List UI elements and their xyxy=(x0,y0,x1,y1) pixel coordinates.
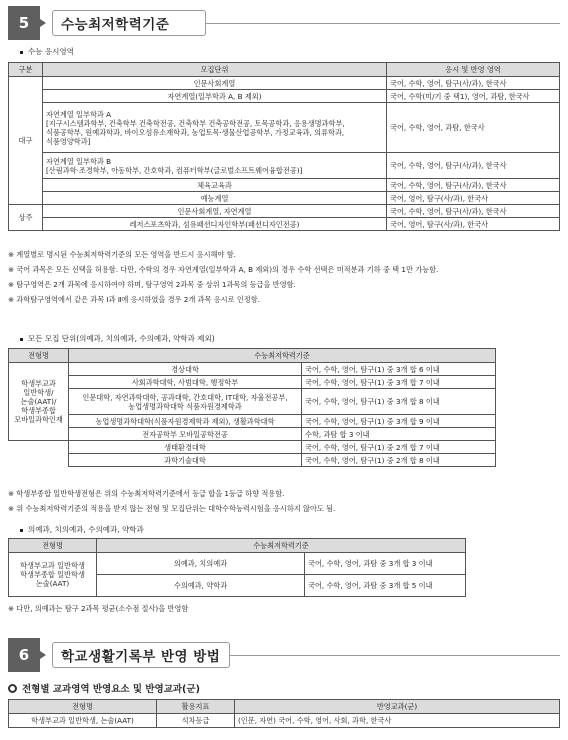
track-cell: 학생부교과 일반학생/ 논술(AAT)/ 학생부종합 모바일과학인재 xyxy=(9,363,69,441)
unit-cell: 자연계열(일부학과 A, B 제외) xyxy=(43,90,387,103)
criteria-cell: 국어, 수학, 영어, 탐구(1) 중 3개 합 6 이내 xyxy=(302,363,496,376)
areas-cell: 국어, 수학, 영어, 탐구(사/과), 한국사 xyxy=(387,153,560,179)
unit-cell: 체육교육과 xyxy=(43,179,387,192)
section-number: 5 xyxy=(8,6,40,40)
unit-cell: 인문사회계열 xyxy=(43,77,387,90)
criteria-cell: 국어, 수학, 영어, 탐구(1) 중 2개 합 8 이내 xyxy=(302,454,496,467)
criteria-cell: 국어, 수학, 영어, 탐구(1) 중 3개 합 8 이내 xyxy=(302,389,496,415)
group-cell: 대구 xyxy=(9,77,43,205)
unit-cell: 전자공학부 모바일공학전공 xyxy=(69,428,302,441)
bullet-icon xyxy=(20,338,23,341)
col-header: 수능최저학력기준 xyxy=(69,349,496,363)
col-header: 응시 및 반영 영역 xyxy=(387,63,560,77)
notes-3 xyxy=(8,601,188,616)
criteria-cell: 수학, 과탐 합 3 이내 xyxy=(302,428,496,441)
bullet-icon xyxy=(20,51,23,54)
col-header: 반영교과(군) xyxy=(235,700,560,714)
areas-cell: 국어, 수학, 영어, 탐구(사/과), 한국사 xyxy=(387,205,560,218)
unit-cell: 농업생명과학대학(식품자원경제학과 제외), 생활과학대학 xyxy=(69,415,302,428)
note: ※ 과학탐구영역에서 같은 과목 Ⅰ과 Ⅱ에 응시하였을 경우 2개 과목 응시로 인정함. xyxy=(8,295,260,304)
unit-cell: 예능계열 xyxy=(43,192,387,205)
note: ※ 탐구영역은 2개 과목에 응시하여야 하며, 탐구영역 2과목 중 상위 1과목의 등급을 반영함. xyxy=(8,280,296,289)
criteria-cell: 국어, 수학, 영어, 과탐 중 3개 합 5 이내 xyxy=(305,575,466,597)
table-medical-criteria xyxy=(8,538,466,597)
section-title: 학교생활기록부 반영 방법 xyxy=(52,642,230,668)
note: ※ 다만, 의예과는 탐구 2과목 평균(소수점 절사)을 반영함 xyxy=(8,604,189,613)
section-number: 6 xyxy=(8,638,40,672)
table-min-criteria xyxy=(8,348,496,467)
divider xyxy=(230,655,560,656)
areas-cell: 국어, 영어, 탐구(사/과), 한국사 xyxy=(387,218,560,231)
circle-bullet-icon xyxy=(8,684,17,693)
unit-cell: 인문대학, 자연과학대학, 공과대학, 간호대학, IT대학, 자율전공부, 농업생명과학대학 식품자원경제학과 xyxy=(69,389,302,415)
unit-cell: 인문사회계열, 자연계열 xyxy=(43,205,387,218)
areas-cell: 국어, 영어, 탐구(사/과), 한국사 xyxy=(387,192,560,205)
section-5-header xyxy=(8,6,560,40)
table2-caption: 모든 모집 단위(의예과, 치의예과, 수의예과, 약학과 제외) xyxy=(20,333,215,344)
criteria-cell: 국어, 수학, 영어, 탐구(1) 중 3개 합 7 이내 xyxy=(302,376,496,389)
table1-caption: 수능 응시영역 xyxy=(20,46,74,57)
unit-cell: 생태환경대학 xyxy=(69,441,302,454)
criteria-cell: 국어, 수학, 영어, 탐구(1) 중 3개 합 9 이내 xyxy=(302,415,496,428)
note: ※ 국어 과목은 모든 선택을 허용함. 다만, 수학의 경우 자연계열(일부학과 A, B 제외)의 경우 수학 선택은 미적분과 기하 중 택 1만 가능함. xyxy=(8,265,439,274)
note: ※ 계열별로 명시된 수능최저학력기준의 모든 영역을 반드시 응시해야 함. xyxy=(8,250,236,259)
criteria-cell: 국어, 수학, 영어, 과탐 중 3개 합 3 이내 xyxy=(305,553,466,575)
table-exam-areas xyxy=(8,62,560,231)
areas-cell: 국어, 수학, 영어, 탐구(사/과), 한국사 xyxy=(387,179,560,192)
col-header: 전형명 xyxy=(9,539,97,553)
unit-cell: 의예과, 치의예과 xyxy=(97,553,305,575)
col-header: 수능최저학력기준 xyxy=(97,539,466,553)
criteria-cell: 국어, 수학, 영어, 탐구(1) 중 2개 합 7 이내 xyxy=(302,441,496,454)
col-header: 전형명 xyxy=(9,349,69,363)
note: ※ 위 수능최저학력기준의 적용을 받지 않는 전형 및 모집단위는 대학수학능력시험을 응시하지 않아도 됨. xyxy=(8,504,336,513)
unit-cell: 과학기술대학 xyxy=(69,454,302,467)
areas-cell: 국어, 수학, 영어, 탐구(사/과), 한국사 xyxy=(387,77,560,90)
areas-cell: 국어, 수학(미/기 중 택1), 영어, 과탐, 한국사 xyxy=(387,90,560,103)
unit-cell: 경상대학 xyxy=(69,363,302,376)
subsection-heading: 전형별 교과영역 반영요소 및 반영교과(군) xyxy=(8,681,200,695)
index-cell: 석차등급 xyxy=(157,714,235,728)
subjects-cell: (인문, 자연) 국어, 수학, 영어, 사회, 과학, 한국사 xyxy=(235,714,560,728)
col-header: 전형명 xyxy=(9,700,157,714)
bullet-icon xyxy=(20,529,23,532)
unit-cell: 수의예과, 약학과 xyxy=(97,575,305,597)
unit-cell: 자연계열 일부학과 B [산림과학·조경학부, 아동학부, 간호학과, 컴퓨터학부(글로벌소프트웨어융합전공)] xyxy=(43,153,387,179)
blank-cell xyxy=(9,441,69,467)
unit-cell: 사회과학대학, 사범대학, 행정학부 xyxy=(69,376,302,389)
col-header: 구분 xyxy=(9,63,43,77)
track-cell: 학생부교과 일반학생 학생부종합 일반학생 논술(AAT) xyxy=(9,553,97,597)
notes-1 xyxy=(8,247,438,307)
note: ※ 학생부종합 일반학생전형은 위의 수능최저학력기준에서 등급 합을 1등급 하향 적용함. xyxy=(8,489,285,498)
section-6-header xyxy=(8,638,560,672)
col-header: 모집단위 xyxy=(43,63,387,77)
areas-cell: 국어, 수학, 영어, 과탐, 한국사 xyxy=(387,103,560,153)
section-title: 수능최저학력기준 xyxy=(52,10,206,36)
col-header: 활용지표 xyxy=(157,700,235,714)
unit-cell: 레저스포츠학과, 섬유패션디자인학부(패션디자인전공) xyxy=(43,218,387,231)
table3-caption: 의예과, 치의예과, 수의예과, 약학과 xyxy=(20,524,144,535)
divider xyxy=(206,23,560,24)
track-cell: 학생부교과 일반학생, 논술(AAT) xyxy=(9,714,157,728)
unit-cell: 자연계열 일부학과 A [지구시스템과학부, 건축학부 건축학전공, 건축학부 건축공학전공, 토목공학과, 응용생명과학부, 식품공학부, 원예과학과, 바이오섬유소재학과, 농업토목·생물산업공학부, 가정교육과, 의류학과, 식품영양학과] xyxy=(43,103,387,153)
notes-2 xyxy=(8,486,335,516)
group-cell: 상주 xyxy=(9,205,43,231)
table-reflected-subjects xyxy=(8,699,560,728)
